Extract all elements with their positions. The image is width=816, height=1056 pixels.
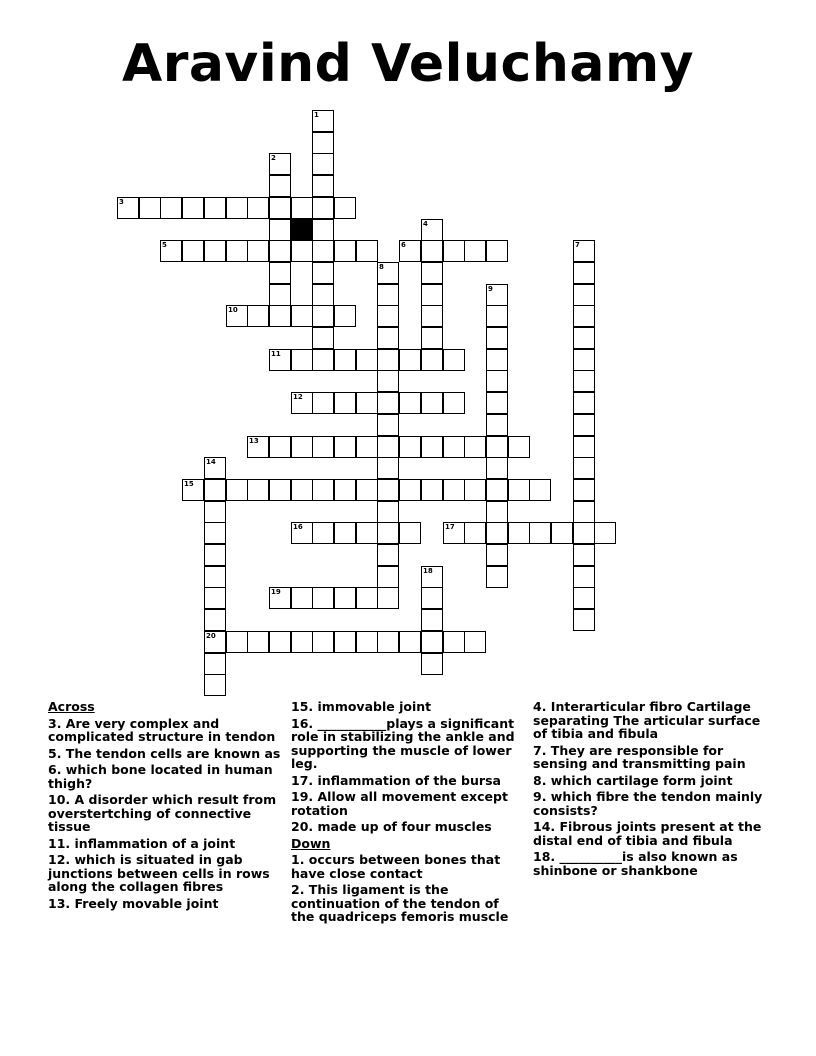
across-clue [291,774,526,788]
clue-number: 8 [379,263,384,271]
grid-cell[interactable] [377,370,399,392]
grid-cell[interactable] [226,479,248,501]
grid-cell[interactable] [356,479,378,501]
grid-cell[interactable] [594,522,616,544]
grid-cell[interactable] [356,587,378,609]
down-clue [533,820,768,847]
clue-text: __________is also known as shinbone or shankbone [533,849,738,878]
grid-cell[interactable] [204,544,226,566]
grid-cell[interactable] [247,631,269,653]
grid-cell[interactable] [334,436,356,458]
grid-cell[interactable] [334,522,356,544]
grid-cell[interactable] [573,392,595,414]
grid-cell[interactable] [247,240,269,262]
grid-cell[interactable] [377,349,399,371]
grid-cell[interactable] [377,566,399,588]
grid-cell[interactable] [443,631,465,653]
grid-cell[interactable] [377,501,399,523]
down-clue [533,790,768,817]
grid-cell[interactable] [573,457,595,479]
grid-cell[interactable] [573,414,595,436]
grid-cell[interactable] [269,262,291,284]
grid-cell[interactable] [269,349,291,371]
grid-cell[interactable] [421,587,443,609]
clue-number: 2 [271,154,276,162]
grid-cell[interactable] [421,305,443,327]
clue-text: Freely movable joint [70,895,219,911]
grid-cell[interactable] [573,327,595,349]
grid-cell[interactable] [421,349,443,371]
clue-text: which cartilage form joint [546,772,733,788]
clue-text: which bone located in human thigh? [48,762,273,791]
clue-num: 4. [533,699,547,714]
across-clue [48,793,283,834]
grid-cell[interactable] [573,544,595,566]
grid-cell[interactable] [247,479,269,501]
clue-number: 13 [249,437,259,445]
grid-cell[interactable] [312,327,334,349]
clue-text: inflammation of the bursa [313,772,501,788]
grid-cell[interactable] [204,609,226,631]
grid-cell[interactable] [269,197,291,219]
grid-cell[interactable] [291,349,313,371]
grid-cell[interactable] [421,566,443,588]
grid-cell[interactable] [312,110,334,132]
clue-text: immovable joint [313,699,432,714]
black-cell [291,219,313,241]
grid-cell[interactable] [269,305,291,327]
clue-text: which is situated in gab junctions between cells in rows along the collagen fibres [48,852,270,894]
grid-cell[interactable] [117,197,139,219]
down-clue [533,744,768,771]
grid-cell[interactable] [291,522,313,544]
grid-cell[interactable] [204,566,226,588]
grid-cell[interactable] [377,305,399,327]
grid-cell[interactable] [464,522,486,544]
clues-column-3 [533,700,768,880]
grid-cell[interactable] [291,240,313,262]
grid-cell[interactable] [247,305,269,327]
grid-cell[interactable] [356,631,378,653]
clue-num: 9. [533,789,547,804]
grid-cell[interactable] [291,436,313,458]
grid-cell[interactable] [312,240,334,262]
grid-cell[interactable] [204,197,226,219]
down-clue [291,883,526,924]
grid-cell[interactable] [312,132,334,154]
grid-cell[interactable] [247,436,269,458]
clue-text: ___________plays a significant role in stabilizing the ankle and supporting the muscle of lower leg. [291,715,515,771]
grid-cell[interactable] [377,479,399,501]
grid-cell[interactable] [312,587,334,609]
clue-num: 5. [48,745,62,761]
grid-cell[interactable] [377,631,399,653]
grid-cell[interactable] [573,284,595,306]
grid-cell[interactable] [312,349,334,371]
grid-cell[interactable] [334,479,356,501]
grid-cell[interactable] [204,457,226,479]
grid-cell[interactable] [573,262,595,284]
grid-cell[interactable] [377,544,399,566]
grid-cell[interactable] [226,631,248,653]
clue-num: 13. [48,895,71,911]
clue-text: occurs between bones that have close contact [291,852,501,881]
grid-cell[interactable] [421,284,443,306]
grid-cell[interactable] [377,587,399,609]
grid-cell[interactable] [269,436,291,458]
grid-cell[interactable] [312,392,334,414]
grid-cell[interactable] [312,436,334,458]
clue-text: Are very complex and complicated structure in tendon [48,715,276,744]
grid-cell[interactable] [269,631,291,653]
grid-cell[interactable] [377,522,399,544]
clue-number: 6 [401,241,406,249]
grid-cell[interactable] [204,587,226,609]
grid-cell[interactable] [291,479,313,501]
down-heading: Down [291,835,331,851]
grid-cell[interactable] [486,479,508,501]
clue-number: 7 [575,241,580,249]
grid-cell[interactable] [312,262,334,284]
grid-cell[interactable] [377,457,399,479]
clue-text: Interarticular fibro Cartilage separating The articular surface of tibia and fibula [533,699,761,741]
grid-cell[interactable] [486,240,508,262]
grid-cell[interactable] [312,479,334,501]
clue-number: 10 [228,306,238,314]
grid-cell[interactable] [443,522,465,544]
across-clue [48,763,283,790]
grid-cell[interactable] [269,153,291,175]
clue-number: 18 [423,567,433,575]
grid-cell[interactable] [399,392,421,414]
grid-cell[interactable] [204,631,226,653]
grid-cell[interactable] [508,479,530,501]
grid-cell[interactable] [573,479,595,501]
grid-cell[interactable] [291,197,313,219]
across-clue [291,820,526,834]
grid-cell[interactable] [573,240,595,262]
clue-text: Fibrous joints present at the distal end of tibia and fibula [533,819,762,848]
across-clue [291,717,526,771]
grid-cell[interactable] [356,349,378,371]
grid-cell[interactable] [291,631,313,653]
grid-cell[interactable] [486,457,508,479]
clue-text: The tendon cells are known as [61,745,281,761]
clue-number: 20 [206,632,216,640]
grid-cell[interactable] [182,197,204,219]
clue-number: 1 [314,111,319,119]
grid-cell[interactable] [399,436,421,458]
grid-cell[interactable] [573,501,595,523]
grid-cell[interactable] [486,566,508,588]
grid-cell[interactable] [421,262,443,284]
grid-cell[interactable] [356,392,378,414]
clue-num: 17. [291,772,314,788]
grid-cell[interactable] [486,544,508,566]
grid-cell[interactable] [334,197,356,219]
clue-num: 11. [48,835,71,851]
clue-num: 16. [291,715,314,731]
grid-cell[interactable] [486,501,508,523]
grid-cell[interactable] [334,587,356,609]
grid-cell[interactable] [312,175,334,197]
grid-cell[interactable] [269,587,291,609]
clue-number: 16 [293,523,303,531]
across-clue [48,717,283,744]
clue-num: 14. [533,819,556,834]
clue-num: 2. [291,882,305,897]
grid-cell[interactable] [334,631,356,653]
grid-cell[interactable] [421,436,443,458]
clue-text: A disorder which result from overstertching of connective tissue [48,792,277,834]
grid-cell[interactable] [573,566,595,588]
down-clue [533,774,768,788]
grid-cell[interactable] [312,219,334,241]
clue-num: 1. [291,852,305,867]
clue-num: 15. [291,699,314,714]
grid-cell[interactable] [226,197,248,219]
grid-cell[interactable] [464,240,486,262]
grid-cell[interactable] [269,284,291,306]
grid-cell[interactable] [421,631,443,653]
grid-cell[interactable] [486,327,508,349]
grid-cell[interactable] [486,284,508,306]
clue-text: made up of four muscles [313,819,492,834]
grid-cell[interactable] [291,392,313,414]
down-clue [533,700,768,741]
grid-cell[interactable] [334,392,356,414]
grid-cell[interactable] [443,349,465,371]
grid-cell[interactable] [486,436,508,458]
grid-cell[interactable] [573,587,595,609]
clue-text: This ligament is the continuation of the tendon of the quadriceps femoris muscle [291,882,509,924]
grid-cell[interactable] [334,305,356,327]
grid-cell[interactable] [204,653,226,675]
clue-text: inflammation of a joint [70,835,236,851]
clue-num: 3. [48,715,62,731]
grid-cell[interactable] [139,197,161,219]
page-title: Aravind Veluchamy [121,34,695,94]
grid-cell[interactable] [399,240,421,262]
clue-number: 3 [119,198,124,206]
grid-cell[interactable] [204,479,226,501]
grid-cell[interactable] [486,305,508,327]
grid-cell[interactable] [182,479,204,501]
down-clue [291,853,526,880]
across-clue [48,837,283,851]
across-clue [48,897,283,911]
grid-cell[interactable] [421,609,443,631]
grid-cell[interactable] [486,414,508,436]
clue-number: 14 [206,458,216,466]
grid-cell[interactable] [464,479,486,501]
clue-num: 8. [533,772,547,788]
grid-cell[interactable] [356,522,378,544]
clue-num: 18. [533,849,556,864]
grid-cell[interactable] [312,153,334,175]
grid-cell[interactable] [377,327,399,349]
across-clue [48,853,283,894]
clue-num: 19. [291,789,314,804]
grid-cell[interactable] [486,370,508,392]
clue-number: 4 [423,220,428,228]
grid-cell[interactable] [421,392,443,414]
grid-cell[interactable] [377,436,399,458]
clue-number: 12 [293,393,303,401]
grid-cell[interactable] [226,305,248,327]
grid-cell[interactable] [312,197,334,219]
grid-cell[interactable] [269,219,291,241]
grid-cell[interactable] [551,522,573,544]
grid-cell[interactable] [573,349,595,371]
clue-text: They are responsible for sensing and transmitting pain [533,742,746,771]
grid-cell[interactable] [334,349,356,371]
across-clue [291,790,526,817]
grid-cell[interactable] [291,305,313,327]
grid-cell[interactable] [356,240,378,262]
grid-cell[interactable] [182,240,204,262]
grid-cell[interactable] [312,305,334,327]
grid-cell[interactable] [269,175,291,197]
grid-cell[interactable] [508,436,530,458]
clue-number: 15 [184,480,194,488]
grid-cell[interactable] [486,392,508,414]
grid-cell[interactable] [399,479,421,501]
grid-cell[interactable] [312,631,334,653]
across-clue [291,700,526,714]
grid-cell[interactable] [377,262,399,284]
grid-cell[interactable] [399,522,421,544]
grid-cell[interactable] [291,587,313,609]
grid-cell[interactable] [464,631,486,653]
clue-number: 5 [162,241,167,249]
grid-cell[interactable] [269,479,291,501]
across-heading: Across [48,699,95,714]
clue-num: 12. [48,852,71,867]
grid-cell[interactable] [204,240,226,262]
grid-cell[interactable] [312,284,334,306]
clue-number: 9 [488,285,493,293]
clue-num: 10. [48,792,71,807]
clue-number: 17 [445,523,455,531]
grid-cell[interactable] [377,392,399,414]
grid-cell[interactable] [247,197,269,219]
grid-cell[interactable] [573,609,595,631]
grid-cell[interactable] [160,240,182,262]
grid-cell[interactable] [486,349,508,371]
grid-cell[interactable] [443,240,465,262]
grid-cell[interactable] [573,370,595,392]
clue-num: 20. [291,819,314,834]
grid-cell[interactable] [464,436,486,458]
grid-cell[interactable] [486,522,508,544]
clue-num: 7. [533,742,547,758]
grid-cell[interactable] [529,479,551,501]
grid-cell[interactable] [573,522,595,544]
grid-cell[interactable] [573,305,595,327]
grid-cell[interactable] [204,674,226,696]
grid-cell[interactable] [334,240,356,262]
clue-text: which fibre the tendon mainly consists? [533,789,763,818]
grid-cell[interactable] [160,197,182,219]
grid-cell[interactable] [204,501,226,523]
grid-cell[interactable] [356,436,378,458]
grid-cell[interactable] [443,392,465,414]
grid-cell[interactable] [573,436,595,458]
clue-text: Allow all movement except rotation [291,789,508,818]
grid-cell[interactable] [508,522,530,544]
grid-cell[interactable] [226,240,248,262]
across-clue [48,747,283,761]
grid-cell[interactable] [421,219,443,241]
grid-cell[interactable] [377,284,399,306]
grid-cell[interactable] [443,436,465,458]
grid-cell[interactable] [269,240,291,262]
grid-cell[interactable] [312,522,334,544]
grid-cell[interactable] [421,327,443,349]
grid-cell[interactable] [529,522,551,544]
grid-cell[interactable] [399,631,421,653]
clue-number: 11 [271,350,281,358]
grid-cell[interactable] [399,349,421,371]
grid-cell[interactable] [421,240,443,262]
clue-num: 6. [48,762,62,777]
clue-number: 19 [271,588,281,596]
grid-cell[interactable] [443,479,465,501]
clues-column-2 [291,700,526,927]
clues-column-1 [48,700,283,913]
grid-cell[interactable] [421,653,443,675]
grid-cell[interactable] [421,479,443,501]
grid-cell[interactable] [204,522,226,544]
down-clue [533,850,768,877]
grid-cell[interactable] [377,414,399,436]
